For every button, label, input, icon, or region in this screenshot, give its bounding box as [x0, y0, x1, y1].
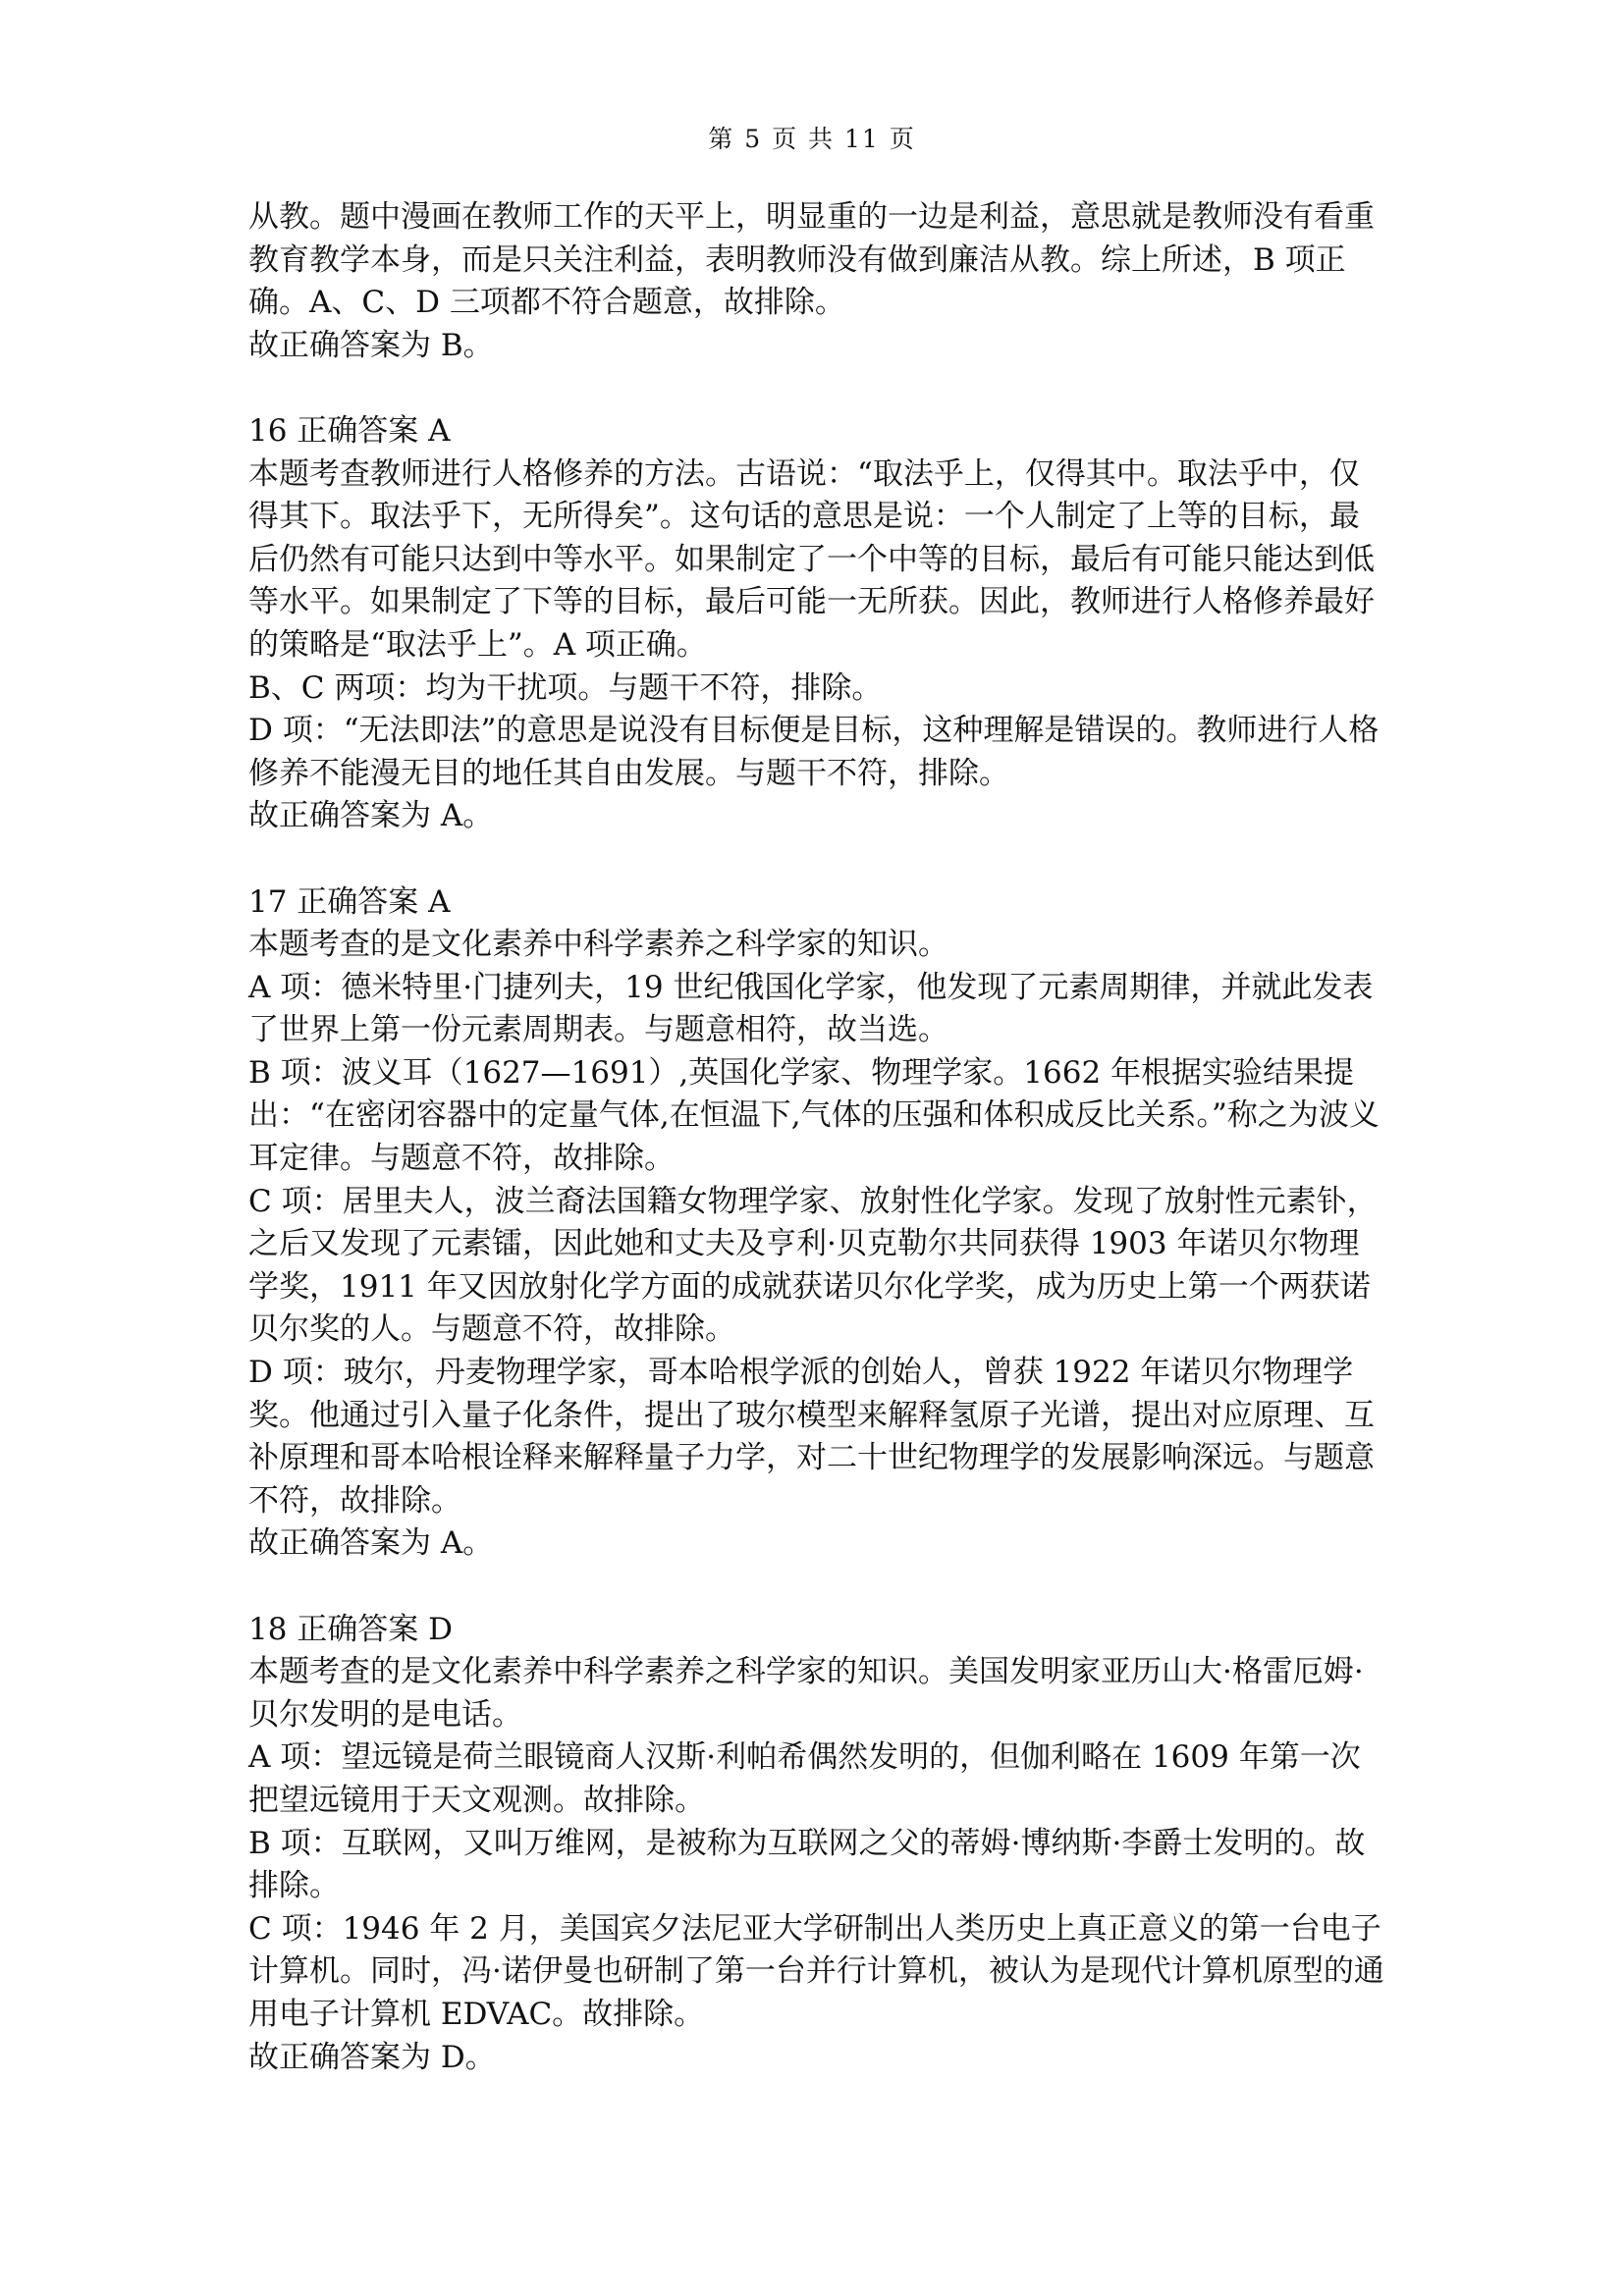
paragraph: D 项：玻尔，丹麦物理学家，哥本哈根学派的创始人，曾获 1922 年诺贝尔物理学奖。他通过引入量子化条件，提出了玻尔模型来解释氢原子光谱，提出对应原理、互补原理和哥本哈根诠释来解释量子力学，对二十世纪物理学的发展影响深远。与题意不符，故排除。 [248, 1355, 1375, 1519]
paragraph: 故正确答案为 B。 [248, 327, 494, 363]
answer-section-17 [248, 881, 1387, 1567]
paragraph: 故正确答案为 D。 [248, 2039, 496, 2075]
page-header: 第 5 页 共 11 页 [708, 125, 916, 153]
intro-continuation [248, 196, 1387, 367]
paragraph: A 项：德米特里·门捷列夫，19 世纪俄国化学家，他发现了元素周期律，并就此发表了世界上第一份元素周期表。与题意相符，故当选。 [248, 969, 1374, 1048]
paragraph: 本题考查的是文化素养中科学素养之科学家的知识。 [248, 927, 948, 963]
paragraph: A 项：望远镜是荷兰眼镜商人汉斯·利帕希偶然发明的，但伽利略在 1609 年第一次把望远镜用于天文观测。故排除。 [248, 1739, 1361, 1818]
paragraph: 故正确答案为 A。 [248, 1525, 494, 1562]
paragraph: B 项：互联网，又叫万维网，是被称为互联网之父的蒂姆·博纳斯·李爵士发明的。故排除。 [248, 1825, 1366, 1904]
answer-section-18 [248, 1609, 1387, 2080]
document-body [248, 196, 1387, 2079]
paragraph: 从教。题中漫画在教师工作的天平上，明显重的一边是利益，意思就是教师没有看重教育教学本身，而是只关注利益，表明教师没有做到廉洁从教。综上所述，B 项正确。A、C、D 三项都不符合题意，故排除。 [248, 199, 1375, 321]
section-title: 18 正确答案 D [248, 1611, 454, 1647]
section-title: 16 正确答案 A [248, 412, 451, 449]
paragraph: B 项：波义耳（1627—1691）,英国化学家、物理学家。1662 年根据实验结果提出：“在密闭容器中的定量气体,在恒温下,气体的压强和体积成反比关系。”称之为波义耳定律。与题意不符，故排除。 [248, 1054, 1380, 1177]
paragraph: D 项：“无法即法”的意思是说没有目标便是目标，这种理解是错误的。教师进行人格修养不能漫无目的地任其自由发展。与题干不符，排除。 [248, 713, 1380, 791]
paragraph: B、C 两项：均为干扰项。与题干不符，排除。 [248, 669, 883, 706]
paragraph: C 项：1946 年 2 月，美国宾夕法尼亚大学研制出人类历史上真正意义的第一台电子计算机。同时，冯·诺伊曼也研制了第一台并行计算机，被认为是现代计算机原型的通用电子计算机 EDVAC。故排除。 [248, 1910, 1384, 2032]
section-title: 17 正确答案 A [248, 883, 451, 920]
answer-section-16 [248, 410, 1387, 838]
paragraph: 故正确答案为 A。 [248, 798, 494, 834]
paragraph: 本题考查的是文化素养中科学素养之科学家的知识。美国发明家亚历山大·格雷厄姆·贝尔发明的是电话。 [248, 1654, 1364, 1733]
paragraph: C 项：居里夫人，波兰裔法国籍女物理学家、放射性化学家。发现了放射性元素钋，之后又发现了元素镭，因此她和丈夫及亨利·贝克勒尔共同获得 1903 年诺贝尔物理学奖，1911 年又因放射化学方面的成就获诺贝尔化学奖，成为历史上第一个两获诺贝尔奖的人。与题意不符，故排除。 [248, 1183, 1378, 1348]
paragraph: 本题考查教师进行人格修养的方法。古语说：“取法乎上，仅得其中。取法乎中，仅得其下。取法乎下，无所得矣”。这句话的意思是说：一个人制定了上等的目标，最后仍然有可能只达到中等水平。如果制定了一个中等的目标，最后有可能只能达到低等水平。如果制定了下等的目标，最后可能一无所获。因此，教师进行人格修养最好的策略是“取法乎上”。A 项正确。 [248, 455, 1375, 663]
